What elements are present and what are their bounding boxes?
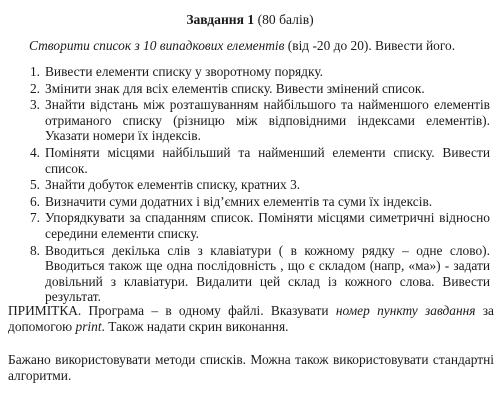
task-number: 3. <box>29 97 40 113</box>
task-number: 4. <box>29 144 40 160</box>
task-item-1 <box>20 64 490 80</box>
task-item-5 <box>20 177 490 193</box>
task-text: Вивести елементи списку у зворотному порядку. <box>45 64 324 79</box>
note-italic-2: print <box>75 319 102 335</box>
task-intro <box>29 38 494 54</box>
task-text: Знайти відстань між розташуванням найбільшого та найменшого елементів отриманого списку (різницю між відповідними індексами елементів). Указати номери їх індексів. <box>45 97 490 144</box>
note-italic-1: номер пункту завдання <box>335 303 476 318</box>
task-intro-rest: (від -20 до 20). Вивести його. <box>284 38 456 53</box>
task-title <box>0 12 500 28</box>
task-text: Визначити суми додатних і від’ємних елементів та суми їх індексів. <box>45 193 433 209</box>
note-text-2: за допомогою <box>8 303 494 335</box>
task-item-2 <box>20 81 490 97</box>
task-number: 2. <box>29 80 40 96</box>
note-text-1: ПРИМІТКА. Програма – в одному файлі. Вказувати <box>8 303 336 318</box>
task-text: Змінити знак для всіх елементів списку. Вивести змінений список. <box>45 80 425 96</box>
note-paragraph <box>8 303 494 336</box>
task-title-bold: Завдання 1 <box>186 12 255 27</box>
advice-text: Бажано використовувати методи списків. Можна також використовувати стандартні алгоритми. <box>8 352 494 384</box>
task-item-6 <box>20 194 490 210</box>
task-item-4 <box>20 145 490 176</box>
task-item-3 <box>20 97 490 144</box>
task-text: Вводиться декілька слів з клавіатури ( в кожному рядку – одне слово). Вводиться також ще одна послідовність , що є складом (напр, «ма») - задати довільний з клавіатури. Видалити цей склад із кожного слова. Вивести результат. <box>45 242 490 305</box>
task-number: 5. <box>29 177 40 193</box>
task-number: 6. <box>29 193 40 209</box>
task-text: Упорядкувати за спаданням список. Поміняти місцями симетричні відносно середини елементи списку. <box>45 210 490 241</box>
task-number: 8. <box>29 242 40 258</box>
task-title-points: (80 балів) <box>254 12 314 27</box>
task-number: 1. <box>29 64 40 79</box>
task-item-7 <box>20 210 490 241</box>
task-text: Поміняти місцями найбільший та найменший елементи списку. Вивести список. <box>45 144 490 176</box>
task-list <box>20 64 490 305</box>
task-item-8 <box>20 243 490 305</box>
task-text: Знайти добуток елементів списку, кратних 3. <box>45 177 301 193</box>
note-text-3: . Також надати скрин виконання. <box>101 319 289 335</box>
task-intro-italic: Створити список з 10 випадкових елементів <box>29 38 285 53</box>
task-number: 7. <box>29 210 40 226</box>
advice-paragraph <box>8 352 494 385</box>
